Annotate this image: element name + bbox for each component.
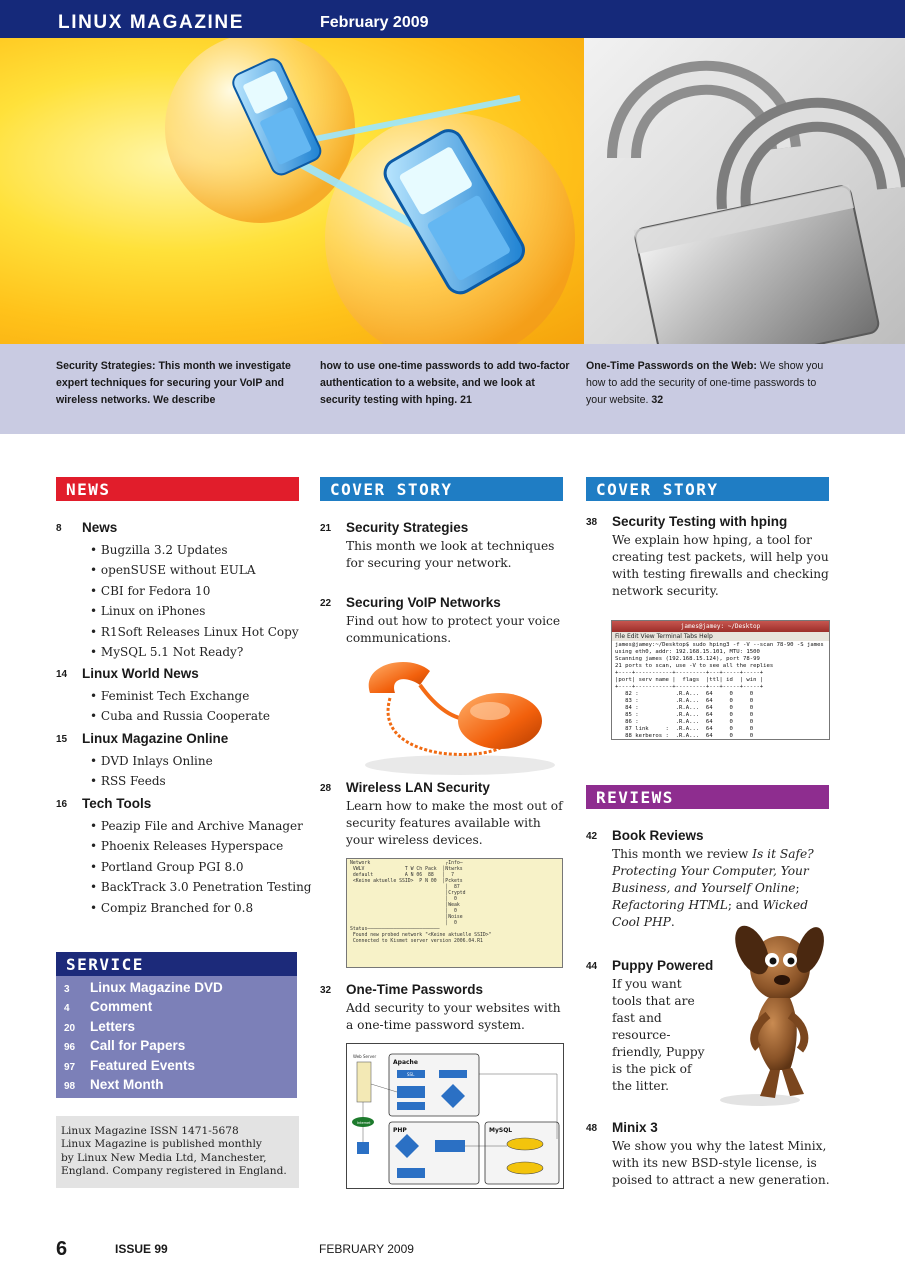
- terminal-output: [612, 641, 829, 740]
- desc-text: .: [670, 915, 675, 929]
- kismet-line: default A N 06 88 │ 7: [350, 873, 454, 878]
- page-number: 8: [56, 523, 62, 534]
- terminal-line: Scanning james (192.168.15.124), port 78-99: [615, 656, 760, 662]
- list-item: • Feminist Tech Exchange: [90, 686, 270, 706]
- entry-title[interactable]: Puppy Powered: [612, 958, 714, 973]
- list-item: • MySQL 5.1 Not Ready?: [90, 642, 299, 662]
- client-computer-icon: [357, 1142, 369, 1154]
- cover-story-2-section-header: COVER STORY: [586, 477, 829, 501]
- issn-line: Linux Magazine ISSN 1471-5678: [61, 1125, 239, 1137]
- diagram-php-label: PHP: [393, 1127, 407, 1134]
- puppy-body: [756, 998, 796, 1070]
- entry-title[interactable]: Tech Tools: [82, 796, 152, 811]
- service-item-comment[interactable]: [64, 999, 297, 1018]
- kismet-screenshot: [346, 858, 563, 968]
- kismet-line: Network ┌Info─: [350, 861, 463, 866]
- magazine-header-bar: [0, 0, 905, 38]
- kismet-line: Connected to Kismet server version 2006.04.R1: [350, 939, 483, 944]
- service-item-label[interactable]: Comment: [90, 999, 153, 1015]
- book-title: Wicked Cool PHP: [612, 898, 809, 929]
- page-number: 48: [586, 1123, 598, 1134]
- kismet-line: Found new probed network "<Keine aktuelle SSID>": [350, 933, 492, 938]
- diagram-apache-label: Apache: [393, 1059, 418, 1066]
- kismet-line: │Weak: [350, 903, 460, 908]
- terminal-line: james@jamey:~/Desktop$ sudo hping3 -f -V --scan 78-90 -S james: [615, 642, 824, 648]
- service-item-next-month[interactable]: [64, 1077, 297, 1096]
- kismet-line: <Keine aktuelle SSID> P N 00 │Pckets: [350, 879, 463, 884]
- caption-otp-web: [586, 358, 836, 409]
- caption-otp-body: We show you how to add the security of one-time passwords to your website.: [586, 360, 824, 406]
- kismet-output: [347, 859, 562, 947]
- diagram-web-server-label: Web Server: [353, 1054, 377, 1059]
- entry-title[interactable]: Security Testing with hping: [612, 514, 788, 529]
- terminal-line: using eth0, addr: 192.168.15.101, MTU: 1500: [615, 649, 760, 655]
- kismet-line: │ 0: [350, 897, 457, 902]
- padlocks-illustration: [584, 38, 905, 344]
- book-title: Is it Safe? Protecting Your Computer, Your Business, and Yourself Online: [612, 847, 814, 895]
- service-item-label[interactable]: Letters: [90, 1018, 136, 1034]
- news-entry-linux-magazine-online[interactable]: [56, 731, 299, 793]
- page-number: 16: [56, 799, 68, 810]
- footer-date: FEBRUARY 2009: [319, 1242, 414, 1256]
- publisher-line: Linux Magazine is published monthly: [61, 1138, 262, 1151]
- issue-date: February 2009: [320, 14, 429, 31]
- kismet-line: │Cryptd: [350, 891, 466, 896]
- cover-entry-voip[interactable]: [320, 595, 563, 655]
- list-item: • Bugzilla 3.2 Updates: [90, 540, 299, 560]
- orange-phone-mouse-image: [350, 653, 560, 778]
- cover-entry-otp[interactable]: [320, 982, 563, 1040]
- book-title: Refactoring HTML: [612, 898, 728, 912]
- page-number: 28: [320, 783, 332, 794]
- hping-terminal-screenshot: [611, 620, 830, 740]
- page-number: 3: [64, 984, 70, 995]
- puppy-mascot-image: [720, 920, 830, 1110]
- page-number: 15: [56, 734, 68, 745]
- desc-text: This month we review: [612, 847, 753, 861]
- page-number: 4: [64, 1003, 70, 1015]
- news-items-list: [90, 751, 213, 792]
- mouse: [458, 693, 542, 749]
- list-item: • openSUSE without EULA: [90, 560, 299, 580]
- cover-story-section-header: COVER STORY: [320, 477, 563, 501]
- terminal-line: 88 kerberos : .R.A... 64 0 0: [615, 733, 754, 739]
- voip-bubbles-illustration: [0, 38, 584, 344]
- diagram-node: [397, 1086, 425, 1098]
- terminal-line: +----+-----------+---------+---+-----+-----+: [615, 670, 764, 676]
- terminal-line: 87 link : .R.A... 64 0 0: [615, 726, 754, 732]
- list-item: • Portland Group PGI 8.0: [90, 857, 311, 877]
- page-number: 38: [586, 517, 598, 528]
- news-entry-news[interactable]: [56, 520, 299, 660]
- list-item: • Peazip File and Archive Manager: [90, 816, 311, 836]
- page-number: 22: [320, 598, 332, 609]
- terminal-line: 86 : .R.A... 64 0 0: [615, 719, 754, 725]
- diagram-node: [397, 1168, 425, 1178]
- service-list: [56, 976, 297, 1098]
- entry-description: [612, 846, 830, 931]
- service-item-call-for-papers[interactable]: [64, 1038, 297, 1057]
- otp-architecture-diagram: [346, 1043, 564, 1189]
- list-item: • Cuba and Russia Cooperate: [90, 706, 270, 726]
- diagram-internet-label: Internet: [357, 1121, 371, 1125]
- caption-otp-title: One-Time Passwords on the Web:: [586, 360, 757, 372]
- kismet-line: Status─────────────────────────: [350, 927, 440, 932]
- auth-db-icon: [507, 1138, 543, 1150]
- entry-title[interactable]: Linux World News: [82, 666, 199, 681]
- page-number: 14: [56, 669, 68, 680]
- entry-title[interactable]: One-Time Passwords: [346, 982, 484, 997]
- terminal-menu: File Edit View Terminal Tabs Help: [612, 632, 829, 641]
- entry-description: Learn how to make the most out of security features available with your wireless devices.: [346, 799, 563, 847]
- entry-description: Add security to your websites with a one-time password system.: [346, 1001, 561, 1032]
- page-number: 32: [320, 985, 332, 996]
- news-items-list: [90, 540, 299, 662]
- entry-title[interactable]: Linux Magazine Online: [82, 731, 229, 746]
- terminal-line: 84 : .R.A... 64 0 0: [615, 705, 754, 711]
- publisher-line: by Linux New Media Ltd, Manchester,: [61, 1151, 267, 1164]
- cover-caption-band: [0, 344, 905, 434]
- caption-otp-page: 32: [651, 394, 664, 406]
- kismet-line: │ 0: [350, 921, 457, 926]
- news-items-list: [90, 686, 270, 727]
- list-item: • Compiz Branched for 0.8: [90, 898, 311, 918]
- diagram-node: [435, 1140, 465, 1152]
- list-item: • Phoenix Releases Hyperspace: [90, 836, 311, 856]
- list-item: • R1Soft Releases Linux Hot Copy: [90, 622, 299, 642]
- entry-description: If you want tools that are fast and resource-friendly, Puppy is the pick of the litter.: [612, 977, 705, 1093]
- service-item-letters[interactable]: [64, 1019, 297, 1038]
- enterprise-db-icon: [507, 1162, 543, 1174]
- issue-label: ISSUE 99: [115, 1242, 168, 1256]
- page-number: 98: [64, 1080, 76, 1092]
- list-item: • RSS Feeds: [90, 771, 213, 791]
- lock-body: [634, 184, 880, 344]
- publication-info: [56, 1116, 299, 1188]
- service-item-label[interactable]: Featured Events: [90, 1057, 196, 1073]
- hero-image-voip: [0, 38, 584, 344]
- page-number: 44: [586, 961, 598, 972]
- list-item: • DVD Inlays Online: [90, 751, 213, 771]
- entry-title[interactable]: Wireless LAN Security: [346, 780, 490, 795]
- entry-title[interactable]: Book Reviews: [612, 828, 704, 843]
- entry-description: Find out how to protect your voice communications.: [346, 614, 561, 645]
- page-number: 20: [64, 1022, 76, 1034]
- terminal-line: |port| serv name | flags |ttl| id | win |: [615, 677, 764, 683]
- desc-text: ; and: [727, 898, 763, 912]
- terminal-line: 85 : .R.A... 64 0 0: [615, 712, 754, 718]
- entry-title[interactable]: Security Strategies: [346, 520, 469, 535]
- cover-entry-security-strategies[interactable]: [320, 520, 563, 580]
- service-item-label[interactable]: Call for Papers: [90, 1038, 186, 1054]
- terminal-line: +----+-----------+---------+---+-----+-----+: [615, 684, 764, 690]
- kismet-line: VWLV T W Ch Pack │Ntwrks: [350, 867, 463, 872]
- reviews-section-header: REVIEWS: [586, 785, 829, 809]
- terminal-line: 82 : .R.A... 64 0 0: [615, 691, 754, 697]
- entry-description: This month we look at techniques for securing your network.: [346, 539, 555, 570]
- service-item-label[interactable]: Linux Magazine DVD: [90, 980, 223, 995]
- list-item: • Linux on iPhones: [90, 601, 299, 621]
- kismet-line: │ 0: [350, 909, 457, 914]
- desc-text: ;: [795, 881, 800, 895]
- page-number: 97: [64, 1061, 76, 1073]
- diagram-mysql-label: MySQL: [489, 1127, 513, 1134]
- review-entry-minix[interactable]: [586, 1120, 829, 1195]
- page-number-footer: 6: [56, 1238, 68, 1260]
- news-entry-tech-tools[interactable]: [56, 796, 312, 921]
- diagram-ssl-label: SSL: [407, 1072, 415, 1077]
- review-entry-puppy[interactable]: [586, 958, 736, 1098]
- caption-security-strategies-part1: Security Strategies: This month we investigate expert techniques for securing your VoIP and wireless networks. We describe: [56, 360, 291, 406]
- diagram-node: [439, 1070, 467, 1078]
- kismet-line: │ 87: [350, 885, 460, 890]
- service-item-dvd[interactable]: [64, 980, 297, 999]
- page-number: 21: [320, 523, 332, 534]
- diagram-node: [397, 1102, 425, 1110]
- hero-image-padlocks: [584, 38, 905, 344]
- service-item-label[interactable]: Next Month: [90, 1076, 164, 1092]
- entry-title[interactable]: Securing VoIP Networks: [346, 595, 501, 610]
- service-item-featured-events[interactable]: [64, 1058, 297, 1077]
- magazine-title: LINUX MAGAZINE: [58, 12, 245, 33]
- service-section-header: SERVICE: [56, 952, 297, 976]
- entry-title[interactable]: News: [82, 520, 118, 535]
- list-item: • CBI for Fedora 10: [90, 581, 299, 601]
- entry-description: We show you why the latest Minix, with its new BSD-style license, is poised to attract a new generation.: [612, 1139, 830, 1187]
- entry-description: We explain how hping, a tool for creating test packets, will help you with testing firewalls and checking network security.: [612, 533, 829, 598]
- terminal-line: 83 : .R.A... 64 0 0: [615, 698, 754, 704]
- terminal-line: 21 ports to scan, use -V to see all the replies: [615, 663, 774, 669]
- diagram-svg: [347, 1044, 563, 1188]
- cover-entry-hping[interactable]: [586, 514, 829, 614]
- news-section-header: NEWS: [56, 477, 299, 501]
- caption-security-strategies-part2: how to use one-time passwords to add two-factor authentication to a website, and we look at security testing with hping. 21: [320, 360, 570, 406]
- page-number: 42: [586, 831, 598, 842]
- list-item: • BackTrack 3.0 Penetration Testing: [90, 877, 311, 897]
- news-items-list: [90, 816, 311, 918]
- cover-entry-wireless[interactable]: [320, 780, 563, 855]
- page-number: 96: [64, 1042, 76, 1054]
- entry-title[interactable]: Minix 3: [612, 1120, 658, 1135]
- kismet-line: │Noise: [350, 915, 463, 920]
- news-entry-linux-world-news[interactable]: [56, 666, 299, 728]
- publisher-line: England. Company registered in England.: [61, 1165, 287, 1178]
- terminal-title: james@jamey: ~/Desktop: [612, 621, 829, 632]
